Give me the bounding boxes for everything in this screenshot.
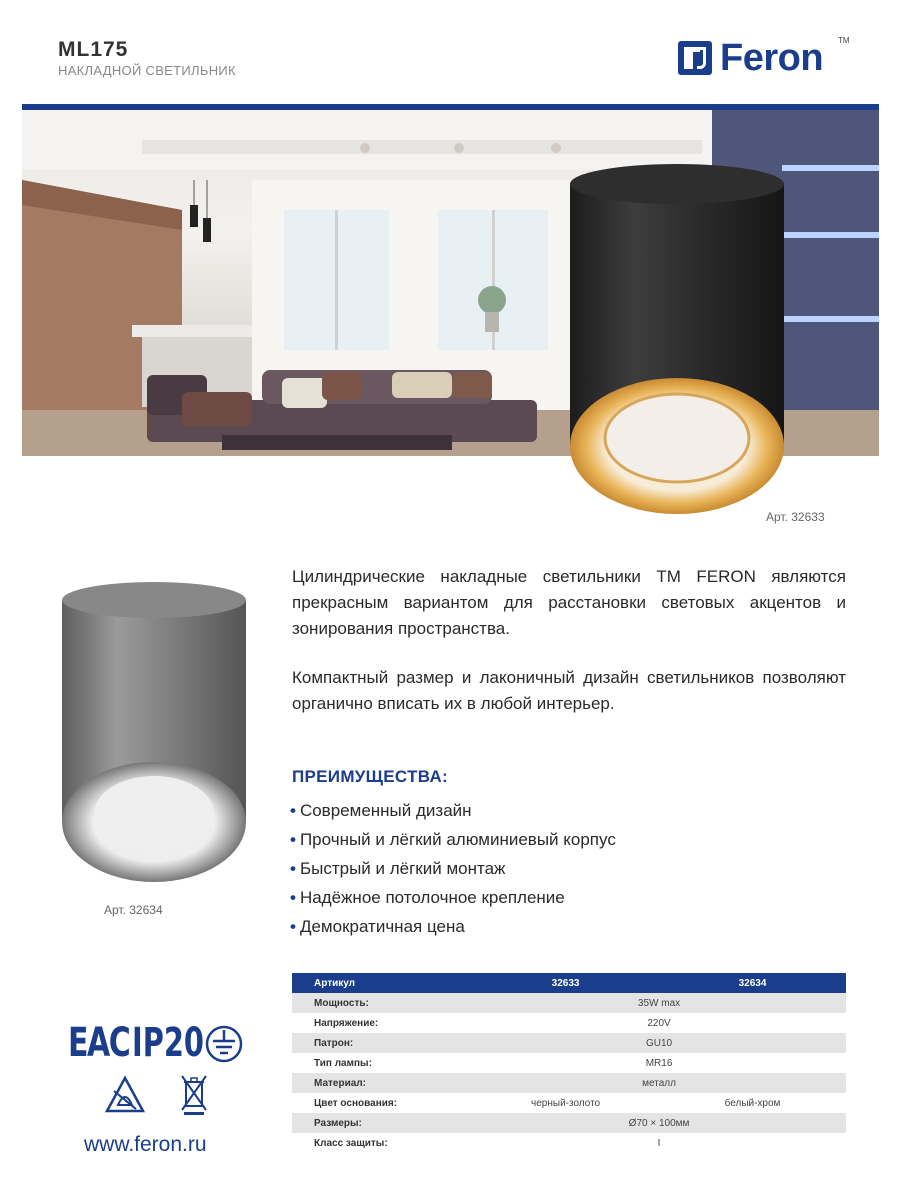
spec-value: металл — [472, 1073, 846, 1093]
spec-value: 220V — [647, 1017, 671, 1029]
description-paragraph-1: Цилиндрические накладные светильники ТМ FERON являются прекрасным вариантом для расстановки световых акцентов и зонирования пространства. — [292, 567, 846, 638]
protective-earth-icon — [204, 1024, 244, 1064]
table-row — [292, 1113, 846, 1133]
spec-value: I — [657, 1137, 661, 1149]
advantage-item: • Быстрый и лёгкий монтаж — [290, 859, 506, 878]
bullet-icon: • — [290, 917, 296, 936]
advantage-item: • Современный дизайн — [290, 801, 472, 820]
advantages-list — [290, 796, 616, 941]
spec-header-row — [292, 973, 846, 993]
product-32633-image — [566, 162, 788, 522]
spec-value-col1: черный-золото — [531, 1097, 601, 1109]
advantage-item: • Прочный и лёгкий алюминиевый корпус — [290, 830, 616, 849]
table-row — [292, 1033, 846, 1053]
ip-rating: IP20 — [132, 1020, 204, 1066]
trademark-sign: TM — [838, 36, 850, 45]
spec-header-col1: 32633 — [472, 973, 659, 993]
website-link[interactable]: www.feron.ru — [84, 1133, 207, 1156]
spec-label: Мощность: — [292, 993, 472, 1013]
spec-label: Тип лампы: — [314, 1057, 372, 1069]
table-row — [292, 1073, 846, 1093]
table-row — [292, 1093, 846, 1113]
table-row — [292, 1133, 846, 1153]
spec-header-col2: 32634 — [659, 973, 846, 993]
spec-value-col2: белый-хром — [724, 1097, 781, 1109]
crossed-bin-icon — [178, 1072, 210, 1116]
feron-logo-icon — [678, 41, 712, 75]
bullet-icon: • — [290, 830, 296, 849]
model-title: ML175 — [58, 38, 129, 61]
advantages-title: ПРЕИМУЩЕСТВА: — [292, 767, 449, 786]
product-subtitle: НАКЛАДНОЙ СВЕТИЛЬНИК — [58, 63, 236, 78]
spec-value: MR16 — [645, 1057, 673, 1069]
table-row — [292, 1013, 846, 1033]
spec-header-label: Артикул — [292, 973, 472, 993]
spec-value: 35W max — [472, 993, 846, 1013]
brand-logo — [678, 36, 823, 80]
bullet-icon: • — [290, 859, 296, 878]
advantage-item: • Надёжное потолочное крепление — [290, 888, 565, 907]
spec-label: Размеры: — [292, 1113, 472, 1133]
bullet-icon: • — [290, 801, 296, 820]
description-paragraph-2: Компактный размер и лаконичный дизайн светильников позволяют органично вписать их в любой интерьер. — [292, 668, 846, 713]
advantage-item: • Демократичная цена — [290, 917, 465, 936]
spec-label: Патрон: — [292, 1033, 472, 1053]
table-row — [292, 993, 846, 1013]
product-32634-art: Арт. 32634 — [104, 903, 163, 917]
spec-value: GU10 — [472, 1033, 846, 1053]
spec-label: Напряжение: — [314, 1017, 379, 1029]
spec-label: Цвет основания: — [314, 1097, 398, 1109]
bullet-icon: • — [290, 888, 296, 907]
product-32634-image — [56, 580, 252, 890]
spec-value: Ø70 × 100мм — [472, 1113, 846, 1133]
table-row — [292, 1053, 846, 1073]
eac-mark: EAC — [68, 1020, 130, 1066]
spec-label: Класс защиты: — [314, 1137, 388, 1149]
brand-name: Feron — [720, 36, 824, 79]
spec-label: Материал: — [292, 1073, 472, 1093]
spec-table — [292, 973, 846, 1153]
product-32633-art: Арт. 32633 — [766, 510, 825, 524]
fire-safety-triangle-icon — [104, 1075, 146, 1115]
